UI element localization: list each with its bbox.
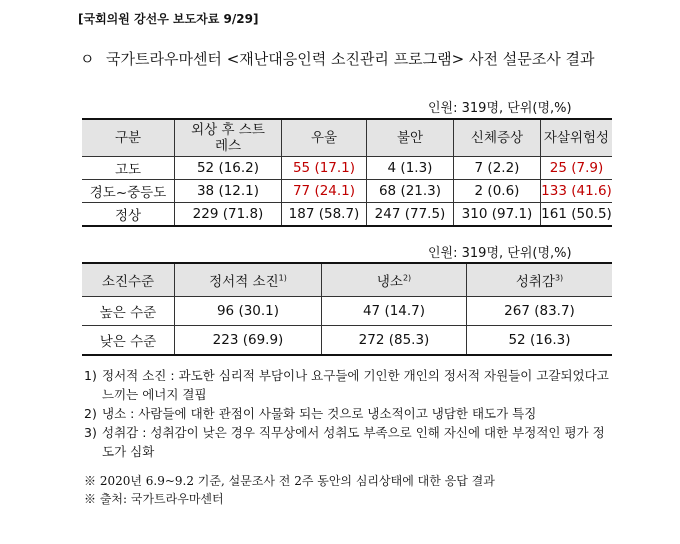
header-text: 냉소	[376, 274, 403, 290]
footnote-item	[84, 423, 614, 461]
row-label: 정상	[82, 203, 175, 227]
table-cell: 310 (97.1)	[454, 203, 541, 227]
col-header-burnout-level	[82, 263, 175, 297]
col-header-ptsd: 외상 후 스트레스	[175, 119, 282, 157]
burnout-level-table	[82, 262, 612, 356]
table-cell: 272 (85.3)	[322, 326, 467, 356]
table-row	[82, 203, 612, 227]
col-header-suicide-risk: 자살위험성	[541, 119, 613, 157]
section-title	[80, 46, 600, 72]
table-row	[82, 297, 612, 326]
press-release-header: [국회의원 강선우 보도자료 9/29]	[78, 12, 259, 26]
row-label: 낮은 수준	[82, 326, 175, 356]
section-title-text: 국가트라우마센터 <재난대응인력 소진관리 프로그램> 사전 설문조사 결과	[106, 50, 595, 68]
table-cell: 223 (69.9)	[175, 326, 322, 356]
header-text: 소진수준	[101, 274, 155, 290]
footnote-text: 정서적 소진 : 과도한 심리적 부담이나 요구들에 기인한 개인의 정서적 자원들이 고갈되었다고 느끼는 에너지 결핍	[102, 368, 609, 402]
header-text: 성취감	[515, 274, 555, 290]
table-cell: 187 (58.7)	[282, 203, 367, 227]
col-header-accomplishment	[467, 263, 613, 297]
table-header-row	[82, 119, 612, 157]
table-cell: 96 (30.1)	[175, 297, 322, 326]
col-header-category: 구분	[82, 119, 175, 157]
table-cell: 247 (77.5)	[367, 203, 454, 227]
table2-unit-label: 인원: 319명, 단위(명,%)	[428, 246, 572, 261]
col-header-anxiety: 불안	[367, 119, 454, 157]
footnote-ref: 1)	[278, 273, 287, 283]
table-cell: 25 (7.9)	[541, 157, 613, 180]
table-cell: 38 (12.1)	[175, 180, 282, 203]
table-cell: 77 (24.1)	[282, 180, 367, 203]
table1-unit-label: 인원: 319명, 단위(명,%)	[428, 101, 572, 116]
table-cell: 7 (2.2)	[454, 157, 541, 180]
bullet-marker: ㅇ	[80, 50, 95, 68]
table-row	[82, 326, 612, 356]
table-cell: 4 (1.3)	[367, 157, 454, 180]
footnote-number: 3)	[84, 425, 97, 440]
footnotes	[84, 366, 614, 461]
table-cell: 52 (16.2)	[175, 157, 282, 180]
col-header-cynicism	[322, 263, 467, 297]
table-cell: 52 (16.3)	[467, 326, 613, 356]
footnote-ref: 2)	[402, 273, 412, 283]
table-cell: 55 (17.1)	[282, 157, 367, 180]
table-cell: 161 (50.5)	[541, 203, 613, 227]
col-header-somatic: 신체증상	[454, 119, 541, 157]
footnote-item	[84, 366, 614, 404]
table-cell: 68 (21.3)	[367, 180, 454, 203]
row-label: 경도~중등도	[82, 180, 175, 203]
col-header-depression: 우울	[282, 119, 367, 157]
header-text: 정서적 소진	[209, 274, 279, 290]
footnote-text: 성취감 : 성취감이 낮은 경우 직무상에서 성취도 부족으로 인해 자신에 대한 부정적인 평가 정도가 심화	[102, 425, 605, 459]
footnote-item	[84, 404, 614, 423]
source-notes	[84, 472, 495, 508]
table-row	[82, 157, 612, 180]
footnote-text: 냉소 : 사람들에 대한 관점이 사물화 되는 것으로 냉소적이고 냉담한 태도가 특징	[102, 406, 537, 421]
table-header-row	[82, 263, 612, 297]
table-cell: 2 (0.6)	[454, 180, 541, 203]
table-row	[82, 180, 612, 203]
footnote-number: 1)	[84, 368, 97, 383]
table-cell: 229 (71.8)	[175, 203, 282, 227]
footnote-ref: 3)	[554, 273, 564, 283]
table-cell: 47 (14.7)	[322, 297, 467, 326]
table-cell: 133 (41.6)	[541, 180, 613, 203]
table-cell: 267 (83.7)	[467, 297, 613, 326]
col-header-emotional-exhaustion	[175, 263, 322, 297]
footnote-number: 2)	[84, 406, 97, 421]
source-note: ※ 출처: 국가트라우마센터	[84, 492, 224, 506]
trauma-survey-table	[82, 118, 612, 227]
row-label: 높은 수준	[82, 297, 175, 326]
row-label: 고도	[82, 157, 175, 180]
survey-basis-note: ※ 2020년 6.9~9.2 기준, 설문조사 전 2주 동안의 심리상태에 대한 응답 결과	[84, 474, 495, 488]
